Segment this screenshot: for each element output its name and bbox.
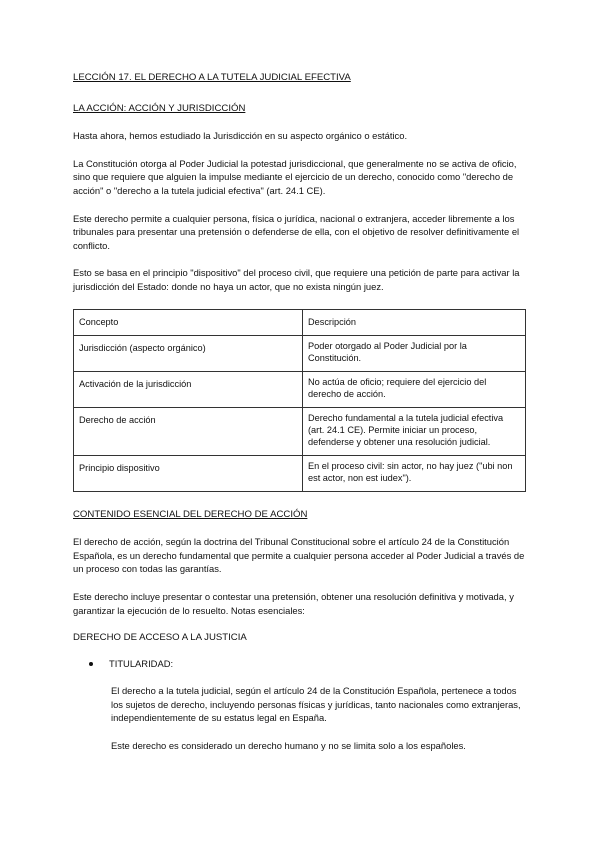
- section-heading-acceso: DERECHO DE ACCESO A LA JUSTICIA: [73, 632, 247, 644]
- lesson-title: LECCIÓN 17. EL DERECHO A LA TUTELA JUDICIAL EFECTIVA: [73, 72, 351, 83]
- table-row: [74, 371, 526, 407]
- table-header-cell: Concepto: [74, 309, 303, 335]
- table-header-cell: Descripción: [303, 309, 526, 335]
- table-cell: Jurisdicción (aspecto orgánico): [74, 335, 303, 371]
- paragraph: El derecho a la tutela judicial, según el artículo 24 de la Constitución Española, pertenece a todos los sujetos de derecho, incluyendo personas físicas y jurídicas, tanto nacionales como extranjeras, independientemente de su estatus legal en España.: [111, 685, 521, 724]
- table-row: [74, 407, 526, 455]
- paragraph: Este derecho incluye presentar o contestar una pretensión, obtener una resolución definitiva y motivada, y garantizar la ejecución de lo resuelto. Notas esenciales:: [73, 590, 514, 616]
- table-header-row: [74, 309, 526, 335]
- table-cell: Poder otorgado al Poder Judicial por la Constitución.: [303, 335, 526, 371]
- concept-table: [73, 309, 526, 492]
- paragraph: Este derecho permite a cualquier persona, física o jurídica, nacional o extranjera, acceder libremente a los tribunales para presentar una pretensión o defenderse de ella, con el objetivo de resolver definitivamente el conflicto.: [73, 212, 520, 251]
- table-cell: Derecho de acción: [74, 407, 303, 455]
- table-cell: Principio dispositivo: [74, 455, 303, 491]
- section-heading-accion: LA ACCIÓN: ACCIÓN Y JURISDICCIÓN: [73, 102, 246, 114]
- table-row: [74, 455, 526, 491]
- bullet-icon: [89, 662, 93, 666]
- paragraph: La Constitución otorga al Poder Judicial la potestad jurisdiccional, que generalmente no se activa de oficio, sino que requiere que alguien la impulse mediante el ejercicio de un derecho, conocido como "derecho de acción" o "derecho a la tutela judicial efectiva" (art. 24.1 CE).: [73, 157, 517, 196]
- table-cell: Derecho fundamental a la tutela judicial efectiva (art. 24.1 CE). Permite iniciar un proceso, defenderse y obtener una resolución judicial.: [303, 407, 526, 455]
- bullet-label: TITULARIDAD:: [109, 657, 174, 669]
- section-heading-contenido: CONTENIDO ESENCIAL DEL DERECHO DE ACCIÓN: [73, 508, 308, 520]
- table-cell: En el proceso civil: sin actor, no hay juez ("ubi non est actor, non est iudex").: [303, 455, 526, 491]
- paragraph: Esto se basa en el principio "dispositivo" del proceso civil, que requiere una petición de parte para activar la jurisdicción del Estado: donde no haya un actor, que no exista ningún juez.: [73, 267, 520, 292]
- paragraph: Este derecho es considerado un derecho humano y no se limita solo a los españoles.: [111, 740, 466, 752]
- paragraph: Hasta ahora, hemos estudiado la Jurisdicción en su aspecto orgánico o estático.: [73, 130, 408, 142]
- paragraph: El derecho de acción, según la doctrina del Tribunal Constitucional sobre el artículo 24 de la Constitución Española, es un derecho fundamental que permite a cualquier persona acceder al Poder Judicial a través de un proceso con todas las garantías.: [73, 536, 525, 575]
- list-item: [89, 657, 528, 671]
- table-row: [74, 335, 526, 371]
- bullet-list: [73, 657, 528, 671]
- table-cell: Activación de la jurisdicción: [74, 371, 303, 407]
- table-cell: No actúa de oficio; requiere del ejercicio del derecho de acción.: [303, 371, 526, 407]
